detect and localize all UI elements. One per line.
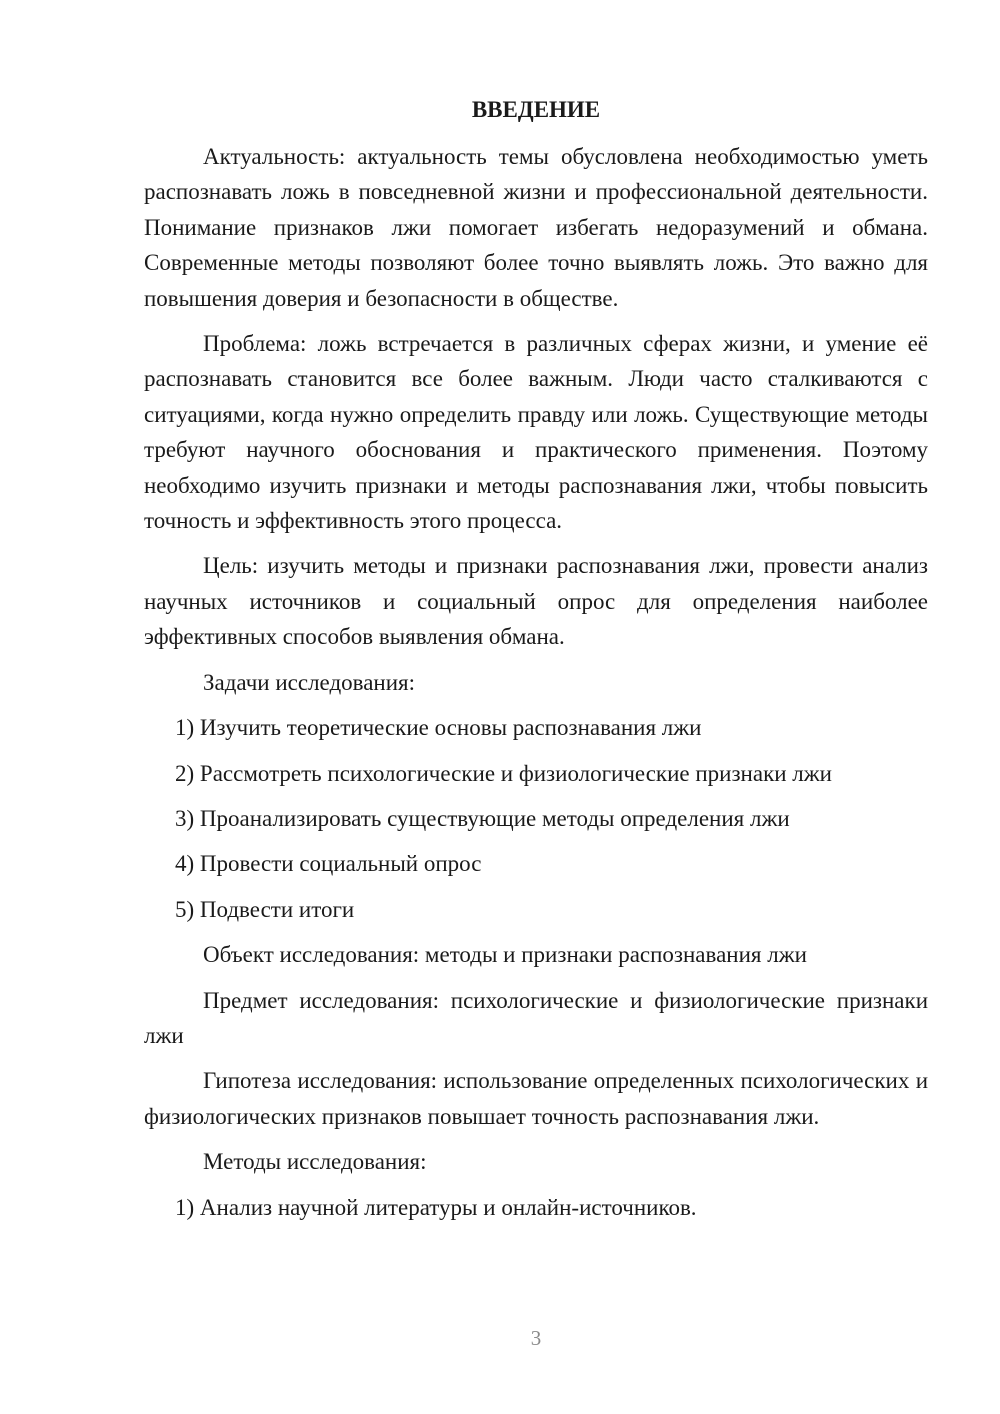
goal-paragraph: Цель: изучить методы и признаки распознавания лжи, провести анализ научных источников и социальный опрос для определения наиболее эффективных способов выявления обмана.	[144, 553, 928, 650]
subject-paragraph: Предмет исследования: психологические и физиологические признаки лжи	[144, 987, 928, 1048]
method-item-1: 1) Анализ научной литературы и онлайн-источников.	[175, 1194, 697, 1220]
section-heading: ВВЕДЕНИЕ	[471, 97, 601, 122]
tasks-list	[144, 710, 928, 927]
task-item-1: 1) Изучить теоретические основы распознавания лжи	[175, 715, 702, 741]
task-item-2: 2) Рассмотреть психологические и физиологические признаки лжи	[175, 760, 832, 786]
task-item-4: 4) Провести социальный опрос	[175, 851, 482, 877]
methods-label: Методы исследования:	[203, 1149, 427, 1175]
problem-paragraph: Проблема: ложь встречается в различных сферах жизни, и умение её распознавать становится все более важным. Люди часто сталкиваются с ситуациями, когда нужно определить правду или ложь. Существующие методы требуют научного обоснования и практического применения. Поэтому необходимо изучить признаки и методы распознавания лжи, чтобы повысить точность и эффективность этого процесса.	[144, 331, 928, 534]
relevance-paragraph: Актуальность: актуальность темы обусловлена необходимостью уметь распознавать ложь в повседневной жизни и профессиональной деятельности. Понимание признаков лжи помогает избегать недоразумений и обмана. Современные методы позволяют более точно выявлять ложь. Это важно для повышения доверия и безопасности в обществе.	[144, 144, 928, 311]
task-item-3: 3) Проанализировать существующие методы определения лжи	[175, 805, 790, 831]
methods-list	[144, 1190, 928, 1225]
tasks-label: Задачи исследования:	[203, 669, 416, 695]
hypothesis-paragraph: Гипотеза исследования: использование определенных психологических и физиологических признаков повышает точность распознавания лжи.	[144, 1068, 928, 1129]
object-paragraph: Объект исследования: методы и признаки распознавания лжи	[203, 942, 807, 968]
page-content	[144, 92, 928, 1235]
page-number: 3	[530, 1326, 542, 1350]
task-item-5: 5) Подвести итоги	[175, 896, 355, 922]
